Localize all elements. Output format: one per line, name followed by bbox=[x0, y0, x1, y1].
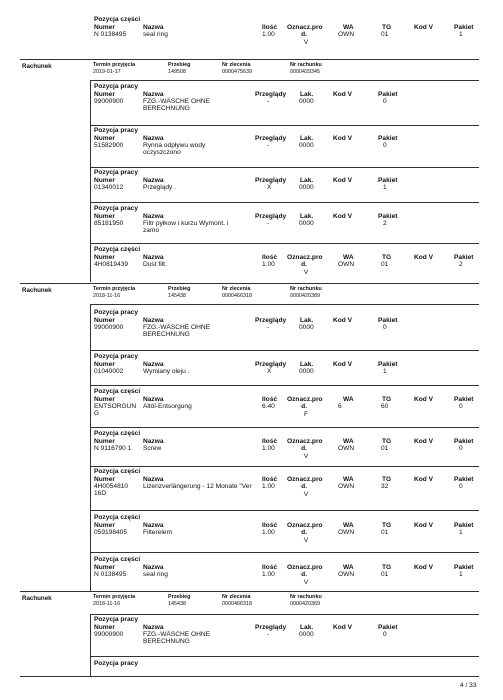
nrrachunku-value: 0000429345 bbox=[290, 68, 320, 75]
part-numer: 059198405 bbox=[94, 529, 128, 536]
part-numer: 4H0819439 bbox=[94, 261, 129, 268]
labor-nazwa: FZG.-WÄSCHE OHNE BERECHNUNG bbox=[143, 98, 211, 113]
part-section-label: Pozycja części bbox=[94, 556, 141, 563]
labor-numer: 01040002 bbox=[94, 368, 124, 375]
col-header-przeglady: Przeglądy bbox=[255, 134, 287, 142]
col-header-kodv: Kod V bbox=[333, 90, 353, 98]
labor-przeglady: - bbox=[267, 220, 270, 227]
part-numer: N 9116790 1 bbox=[94, 445, 132, 452]
przebieg-value: 149508 bbox=[168, 68, 186, 75]
col-header-ilosc: Ilość bbox=[262, 437, 278, 445]
labor-lak: 0000 bbox=[299, 142, 314, 149]
nrzlecenia-label: Nr zlecenia bbox=[222, 286, 251, 292]
col-header-numer: Numer bbox=[94, 176, 115, 184]
col-header-nazwa: Nazwa bbox=[143, 212, 164, 220]
divider bbox=[90, 385, 479, 386]
part-tg: 32 bbox=[381, 483, 389, 490]
part-pakiet: 0 bbox=[459, 445, 463, 452]
nrzlecenia-label: Nr zlecenia bbox=[222, 594, 251, 600]
col-header-oznacz: Oznacz.pro d. bbox=[287, 23, 323, 38]
part-pakiet: 1 bbox=[459, 571, 463, 578]
col-header-pakiet: Pakiet bbox=[454, 437, 474, 445]
termin-value: 2019-01-17 bbox=[93, 68, 121, 75]
przebieg-label: Przebieg bbox=[168, 286, 191, 292]
labor-section-label: Pozycja pracy bbox=[94, 660, 138, 667]
col-header-numer: Numer bbox=[94, 253, 115, 261]
termin-label: Termin przyjęcia bbox=[93, 594, 136, 600]
part-tg: 01 bbox=[381, 445, 389, 452]
przebieg-value: 145438 bbox=[168, 600, 186, 607]
labor-przeglady: X bbox=[267, 184, 272, 191]
part-ilosc: 6.40 bbox=[262, 403, 275, 410]
col-header-ilosc: Ilość bbox=[262, 395, 278, 403]
labor-section-label: Pozycja pracy bbox=[94, 83, 138, 90]
col-header-numer: Numer bbox=[94, 437, 115, 445]
col-header-numer: Numer bbox=[94, 23, 115, 31]
col-header-kodv: Kod V bbox=[414, 395, 434, 403]
part-tg: 01 bbox=[381, 261, 389, 268]
part-tg: 01 bbox=[381, 31, 389, 38]
col-header-kodv: Kod V bbox=[333, 360, 353, 368]
part-ilosc: 1.00 bbox=[262, 571, 275, 578]
col-header-numer: Numer bbox=[94, 212, 115, 220]
divider bbox=[90, 614, 479, 615]
col-header-oznacz: Oznacz.pro d. bbox=[287, 521, 323, 536]
col-header-pakiet: Pakiet bbox=[378, 360, 398, 368]
labor-lak: 0000 bbox=[299, 220, 314, 227]
part-ilosc: 1.00 bbox=[262, 529, 275, 536]
termin-value: 2018-11-16 bbox=[93, 600, 121, 607]
col-header-pakiet: Pakiet bbox=[454, 475, 474, 483]
nrzlecenia-value: 0000475639 bbox=[222, 68, 252, 75]
part-section-label: Pozycja części bbox=[94, 246, 141, 253]
col-header-tg: TG bbox=[382, 395, 392, 403]
col-header-ilosc: Ilość bbox=[262, 521, 278, 529]
nrrachunku-value: 0000420389 bbox=[290, 292, 320, 299]
labor-pakiet: 0 bbox=[383, 98, 387, 105]
part-wa: OWN bbox=[338, 261, 355, 268]
part-ilosc: 1.00 bbox=[262, 261, 275, 268]
labor-pakiet: 0 bbox=[383, 631, 387, 638]
divider bbox=[20, 59, 479, 60]
termin-label: Termin przyjęcia bbox=[93, 62, 136, 68]
divider bbox=[20, 676, 479, 677]
rachunek-label: Rachunek bbox=[22, 594, 52, 602]
part-pakiet: 1 bbox=[459, 529, 463, 536]
col-header-wa: WA bbox=[343, 395, 354, 403]
labor-numer: 99000900 bbox=[94, 324, 124, 331]
col-header-kodv: Kod V bbox=[414, 563, 434, 571]
termin-value: 2018-11-16 bbox=[93, 292, 121, 299]
col-header-nazwa: Nazwa bbox=[143, 360, 164, 368]
col-header-tg: TG bbox=[382, 23, 392, 31]
part-ilosc: 1.00 bbox=[262, 445, 275, 452]
part-nazwa: Lizenzverlängerung - 12 Monate "Ver bbox=[143, 483, 252, 490]
col-header-oznacz: Oznacz.pro d. bbox=[287, 437, 323, 452]
nrrachunku-label: Nr rachunku bbox=[290, 286, 322, 292]
col-header-tg: TG bbox=[382, 475, 392, 483]
divider bbox=[20, 591, 479, 592]
col-header-oznacz: Oznacz.pro d. bbox=[287, 395, 323, 410]
col-header-oznacz: Oznacz.pro d. bbox=[287, 253, 323, 268]
labor-przeglady: - bbox=[267, 98, 270, 105]
labor-lak: 0000 bbox=[299, 631, 314, 638]
divider bbox=[90, 350, 479, 351]
nrzlecenia-label: Nr zlecenia bbox=[222, 62, 251, 68]
part-pakiet: 0 bbox=[459, 483, 463, 490]
labor-lak: 0000 bbox=[299, 98, 314, 105]
col-header-numer: Numer bbox=[94, 395, 115, 403]
labor-przeglady: - bbox=[267, 324, 270, 331]
part-wa: OWN bbox=[338, 483, 355, 490]
labor-section-label: Pozycja pracy bbox=[94, 616, 138, 623]
part-section-label: Pozycja części bbox=[94, 430, 141, 437]
col-header-ilosc: Ilość bbox=[262, 475, 278, 483]
part-oznacz: V bbox=[303, 268, 309, 276]
labor-nazwa: Przeglądy . bbox=[143, 184, 176, 191]
labor-pakiet: 0 bbox=[383, 324, 387, 331]
divider bbox=[90, 304, 91, 591]
nrrachunku-value: 0000420369 bbox=[290, 600, 320, 607]
part-oznacz: V bbox=[303, 452, 309, 460]
labor-lak: 0000 bbox=[299, 324, 314, 331]
col-header-pakiet: Pakiet bbox=[378, 134, 398, 142]
col-header-lak: Lak. bbox=[300, 316, 314, 324]
col-header-kodv: Kod V bbox=[414, 475, 434, 483]
divider bbox=[90, 304, 479, 305]
nrzlecenia-value: 0000466318 bbox=[222, 292, 252, 299]
col-header-kodv: Kod V bbox=[414, 437, 434, 445]
part-nazwa: seal ring bbox=[143, 31, 168, 38]
col-header-ilosc: Ilość bbox=[262, 23, 278, 31]
col-header-wa: WA bbox=[343, 563, 354, 571]
divider bbox=[90, 656, 479, 657]
part-oznacz: V bbox=[303, 536, 309, 544]
col-header-nazwa: Nazwa bbox=[143, 253, 164, 261]
divider bbox=[90, 510, 479, 511]
rachunek-label: Rachunek bbox=[22, 62, 52, 70]
part-numer: ENTSORGUN G bbox=[94, 403, 137, 418]
labor-section-label: Pozycja pracy bbox=[94, 127, 138, 134]
divider bbox=[90, 552, 479, 553]
nrrachunku-label: Nr rachunku bbox=[290, 62, 322, 68]
part-oznacz: V bbox=[303, 490, 309, 498]
labor-section-label: Pozycja pracy bbox=[94, 205, 138, 212]
divider bbox=[90, 80, 91, 282]
part-section-label: Pozycja części bbox=[94, 514, 141, 521]
labor-nazwa: Rynna odpływu wody oczyszczono bbox=[143, 142, 206, 157]
col-header-nazwa: Nazwa bbox=[143, 90, 164, 98]
divider bbox=[90, 466, 479, 467]
col-header-nazwa: Nazwa bbox=[143, 563, 164, 571]
part-tg: 60 bbox=[381, 403, 389, 410]
col-header-przeglady: Przeglądy bbox=[255, 360, 287, 368]
part-ilosc: 1.00 bbox=[262, 31, 275, 38]
col-header-oznacz: Oznacz.pro d. bbox=[287, 475, 323, 490]
col-header-numer: Numer bbox=[94, 623, 115, 631]
part-nazwa: seal ring bbox=[143, 571, 168, 578]
col-header-kodv: Kod V bbox=[414, 23, 434, 31]
labor-nazwa: Filtr pyłkow i kurzu Wymont. i zamo bbox=[143, 220, 229, 235]
part-oznacz: F bbox=[303, 410, 309, 418]
page-number: 4 / 33 bbox=[460, 682, 477, 689]
col-header-tg: TG bbox=[382, 521, 392, 529]
divider bbox=[90, 202, 479, 203]
col-header-wa: WA bbox=[343, 23, 354, 31]
part-section-label: Pozycja części bbox=[94, 388, 141, 395]
labor-przeglady: X bbox=[267, 368, 272, 375]
col-header-pakiet: Pakiet bbox=[454, 395, 474, 403]
col-header-lak: Lak. bbox=[300, 212, 314, 220]
col-header-przeglady: Przeglądy bbox=[255, 316, 287, 324]
col-header-lak: Lak. bbox=[300, 176, 314, 184]
nrrachunku-label: Nr rachunku bbox=[290, 594, 322, 600]
part-wa: OWN bbox=[338, 529, 355, 536]
labor-numer: 01340012 bbox=[94, 184, 124, 191]
part-wa: OWN bbox=[338, 571, 355, 578]
col-header-nazwa: Nazwa bbox=[143, 475, 164, 483]
part-wa: 6 bbox=[338, 403, 342, 410]
col-header-oznacz: Oznacz.pro d. bbox=[287, 563, 323, 578]
col-header-pakiet: Pakiet bbox=[378, 212, 398, 220]
przebieg-label: Przebieg bbox=[168, 594, 191, 600]
part-pakiet: 1 bbox=[459, 31, 463, 38]
col-header-kodv: Kod V bbox=[333, 316, 353, 324]
divider bbox=[90, 614, 91, 676]
col-header-przeglady: Przeglądy bbox=[255, 90, 287, 98]
labor-pakiet: 1 bbox=[383, 368, 387, 375]
col-header-lak: Lak. bbox=[300, 90, 314, 98]
col-header-pakiet: Pakiet bbox=[378, 176, 398, 184]
col-header-nazwa: Nazwa bbox=[143, 395, 164, 403]
col-header-nazwa: Nazwa bbox=[143, 623, 164, 631]
col-header-pakiet: Pakiet bbox=[378, 623, 398, 631]
col-header-pakiet: Pakiet bbox=[454, 23, 474, 31]
col-header-wa: WA bbox=[343, 475, 354, 483]
col-header-numer: Numer bbox=[94, 360, 115, 368]
divider bbox=[20, 283, 479, 284]
col-header-pakiet: Pakiet bbox=[454, 563, 474, 571]
col-header-pakiet: Pakiet bbox=[454, 253, 474, 261]
part-pakiet: 2 bbox=[459, 261, 463, 268]
labor-numer: 99000900 bbox=[94, 98, 124, 105]
labor-lak: 0000 bbox=[299, 368, 314, 375]
part-tg: 01 bbox=[381, 571, 389, 578]
col-header-kodv: Kod V bbox=[414, 253, 434, 261]
part-nazwa: Altöl-Entsorgung bbox=[143, 403, 192, 410]
col-header-pakiet: Pakiet bbox=[378, 90, 398, 98]
col-header-tg: TG bbox=[382, 437, 392, 445]
col-header-lak: Lak. bbox=[300, 360, 314, 368]
part-nazwa: Screw bbox=[143, 445, 162, 452]
labor-numer: 99000900 bbox=[94, 631, 124, 638]
labor-pakiet: 0 bbox=[383, 142, 387, 149]
labor-nazwa: FZG.-WÄSCHE OHNE BERECHNUNG bbox=[143, 324, 211, 339]
part-numer: 4H0054810 16D bbox=[94, 483, 129, 498]
col-header-lak: Lak. bbox=[300, 134, 314, 142]
part-nazwa: Filterelem bbox=[143, 529, 172, 536]
labor-numer: 51582900 bbox=[94, 142, 124, 149]
part-nazwa: Dust filt. bbox=[143, 261, 167, 268]
divider bbox=[90, 427, 479, 428]
przebieg-label: Przebieg bbox=[168, 62, 191, 68]
col-header-kodv: Kod V bbox=[333, 176, 353, 184]
col-header-numer: Numer bbox=[94, 316, 115, 324]
col-header-kodv: Kod V bbox=[333, 212, 353, 220]
col-header-wa: WA bbox=[343, 521, 354, 529]
rachunek-label: Rachunek bbox=[22, 286, 52, 294]
col-header-przeglady: Przeglądy bbox=[255, 623, 287, 631]
labor-numer: 85181950 bbox=[94, 220, 124, 227]
part-tg: 01 bbox=[381, 529, 389, 536]
part-numer: N 0138495 bbox=[94, 31, 127, 38]
col-header-numer: Numer bbox=[94, 134, 115, 142]
labor-section-label: Pozycja pracy bbox=[94, 169, 138, 176]
labor-pakiet: 2 bbox=[383, 220, 387, 227]
labor-nazwa: Wymiany oleju . bbox=[143, 368, 190, 375]
termin-label: Termin przyjęcia bbox=[93, 286, 136, 292]
col-header-numer: Numer bbox=[94, 521, 115, 529]
labor-pakiet: 1 bbox=[383, 184, 387, 191]
col-header-nazwa: Nazwa bbox=[143, 437, 164, 445]
part-pakiet: 0 bbox=[459, 403, 463, 410]
przebieg-value: 145438 bbox=[168, 292, 186, 299]
col-header-pakiet: Pakiet bbox=[378, 316, 398, 324]
col-header-przeglady: Przeglądy bbox=[255, 176, 287, 184]
col-header-wa: WA bbox=[343, 253, 354, 261]
col-header-numer: Numer bbox=[94, 563, 115, 571]
divider bbox=[90, 167, 479, 168]
labor-nazwa: FZG.-WÄSCHE OHNE BERECHNUNG bbox=[143, 631, 211, 646]
part-wa: OWN bbox=[338, 31, 355, 38]
col-header-nazwa: Nazwa bbox=[143, 23, 164, 31]
col-header-lak: Lak. bbox=[300, 623, 314, 631]
col-header-nazwa: Nazwa bbox=[143, 134, 164, 142]
divider bbox=[90, 243, 479, 244]
col-header-numer: Numer bbox=[94, 475, 115, 483]
part-section-label: Pozycja części bbox=[94, 16, 141, 23]
nrzlecenia-value: 0000466318 bbox=[222, 600, 252, 607]
col-header-tg: TG bbox=[382, 563, 392, 571]
col-header-nazwa: Nazwa bbox=[143, 521, 164, 529]
col-header-kodv: Kod V bbox=[333, 623, 353, 631]
col-header-tg: TG bbox=[382, 253, 392, 261]
part-section-label: Pozycja części bbox=[94, 468, 141, 475]
part-ilosc: 1.00 bbox=[262, 483, 275, 490]
col-header-wa: WA bbox=[343, 437, 354, 445]
col-header-pakiet: Pakiet bbox=[454, 521, 474, 529]
part-oznacz: V bbox=[303, 38, 309, 46]
labor-przeglady: - bbox=[267, 142, 270, 149]
part-numer: N 0138495 bbox=[94, 571, 127, 578]
col-header-nazwa: Nazwa bbox=[143, 316, 164, 324]
part-oznacz: V bbox=[303, 578, 309, 586]
divider bbox=[90, 80, 479, 81]
labor-lak: 0000 bbox=[299, 184, 314, 191]
col-header-nazwa: Nazwa bbox=[143, 176, 164, 184]
labor-section-label: Pozycja pracy bbox=[94, 353, 138, 360]
col-header-przeglady: Przeglądy bbox=[255, 212, 287, 220]
part-wa: OWN bbox=[338, 445, 355, 452]
col-header-kodv: Kod V bbox=[333, 134, 353, 142]
labor-section-label: Pozycja pracy bbox=[94, 309, 138, 316]
divider bbox=[90, 125, 479, 126]
labor-przeglady: - bbox=[267, 631, 270, 638]
col-header-ilosc: Ilość bbox=[262, 253, 278, 261]
col-header-ilosc: Ilość bbox=[262, 563, 278, 571]
col-header-numer: Numer bbox=[94, 90, 115, 98]
col-header-kodv: Kod V bbox=[414, 521, 434, 529]
